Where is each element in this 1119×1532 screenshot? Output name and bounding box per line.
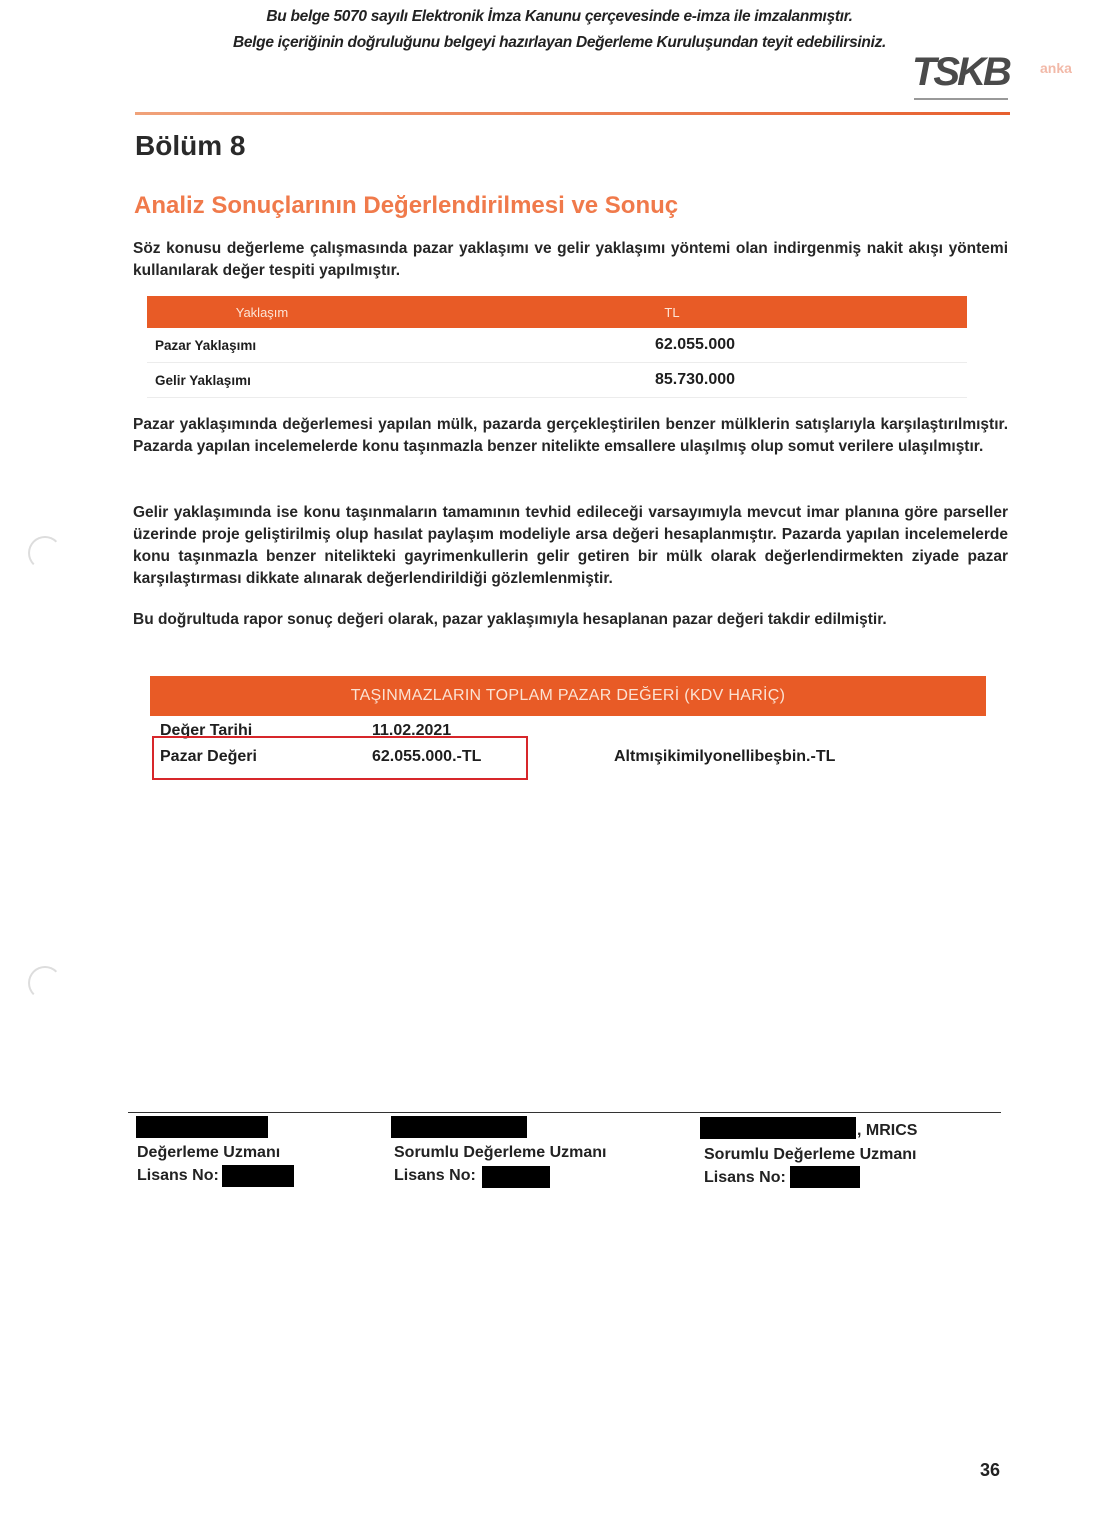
intro-paragraph: Söz konusu değerleme çalışmasında pazar yaklaşımı ve gelir yaklaşımı yöntemi olan indirgenmiş nakit akışı yöntemi kullanılarak değer tespiti yapılmıştır. (133, 240, 1008, 279)
redacted-license (790, 1166, 860, 1188)
e-signature-notice-line2: Belge içeriğinin doğruluğunu belgeyi hazırlayan Değerleme Kuruluşundan teyit edebilirsiniz. (232, 34, 887, 51)
header-divider (135, 112, 1010, 115)
redacted-name (136, 1116, 268, 1138)
section-subtitle: Analiz Sonuçlarının Değerlendirilmesi ve Sonuç (134, 192, 679, 219)
redacted-license (482, 1166, 550, 1188)
value-date: 11.02.2021 (372, 722, 452, 739)
redacted-license (222, 1165, 294, 1187)
section-title: Bölüm 8 (135, 130, 246, 161)
market-approach-paragraph: Pazar yaklaşımında değerlemesi yapılan mülk, pazarda gerçekleştirilen benzer mülklerin satışlarıyla karşılaştırılmıştır. Pazarda yapılan incelemelerde konu taşınmazla benzer nitelikte emsallere ulaşılmış olup somut verilere ulaşılmıştır. (133, 416, 1008, 455)
page-number: 36 (980, 1460, 1001, 1480)
e-signature-notice-line1: Bu belge 5070 sayılı Elektronik İmza Kanunu çerçevesinde e-imza ile imzalanmıştır. (266, 8, 853, 25)
approach-table-header (147, 296, 967, 328)
highlight-box (152, 736, 528, 780)
redacted-name (391, 1116, 527, 1138)
row-value: 62.055.000 (654, 336, 736, 353)
tskb-logo (912, 50, 1010, 104)
license-label: Lisans No: (137, 1167, 219, 1184)
signature-suffix: , MRICS (857, 1122, 918, 1139)
market-value-amount: 62.055.000.-TL (372, 748, 482, 765)
punch-hole-mark (28, 966, 62, 1000)
tskb-logo-text: TSKB (912, 50, 1009, 94)
redacted-name (700, 1117, 856, 1139)
header-tl: TL (664, 304, 680, 320)
income-approach-paragraph: Gelir yaklaşımında ise konu taşınmaların tamamının tevhid edileceği varsayımıyla mevcut imar planına göre parseller üzerinde proje geliştirilmiş olup hasılat paylaşım modeliyle arsa değeri hesaplanmıştır. Pazarda yapılan incelemelerde konu taşınmazla benzer nitelikteki gayrimenkullerin gelir getiren bir mülk olarak değerlendirmekten ziyade pazar karşılaştırması dikkate alınarak değerlendirildiği gözlemlenmiştir. (133, 504, 1008, 587)
signature-title: Sorumlu Değerleme Uzmanı (704, 1146, 917, 1163)
market-value-words: Altmışikimilyonellibeşbin.-TL (614, 748, 836, 765)
signature-title: Değerleme Uzmanı (137, 1144, 281, 1161)
logo-underline (914, 98, 1008, 100)
header-approach: Yaklaşım (235, 304, 289, 320)
total-value-header: TAŞINMAZLARIN TOPLAM PAZAR DEĞERİ (KDV HARİÇ) (150, 676, 986, 716)
punch-hole-mark (28, 536, 62, 570)
row-label: Gelir Yaklaşımı (155, 372, 251, 388)
conclusion-paragraph: Bu doğrultuda rapor sonuç değeri olarak, pazar yaklaşımıyla hesaplanan pazar değeri takdir edilmiştir. (133, 611, 887, 628)
row-value: 85.730.000 (654, 371, 736, 388)
license-label: Lisans No: (394, 1167, 476, 1184)
signature-divider (128, 1112, 1001, 1113)
approach-table (147, 296, 967, 398)
table-row (147, 363, 967, 398)
watermark: anka (1040, 60, 1072, 76)
row-label: Pazar Yaklaşımı (155, 337, 257, 353)
market-value-label: Pazar Değeri (160, 748, 257, 765)
license-label: Lisans No: (704, 1169, 786, 1186)
value-date-label: Değer Tarihi (160, 722, 253, 739)
signature-title: Sorumlu Değerleme Uzmanı (394, 1144, 607, 1161)
table-row (147, 328, 967, 363)
